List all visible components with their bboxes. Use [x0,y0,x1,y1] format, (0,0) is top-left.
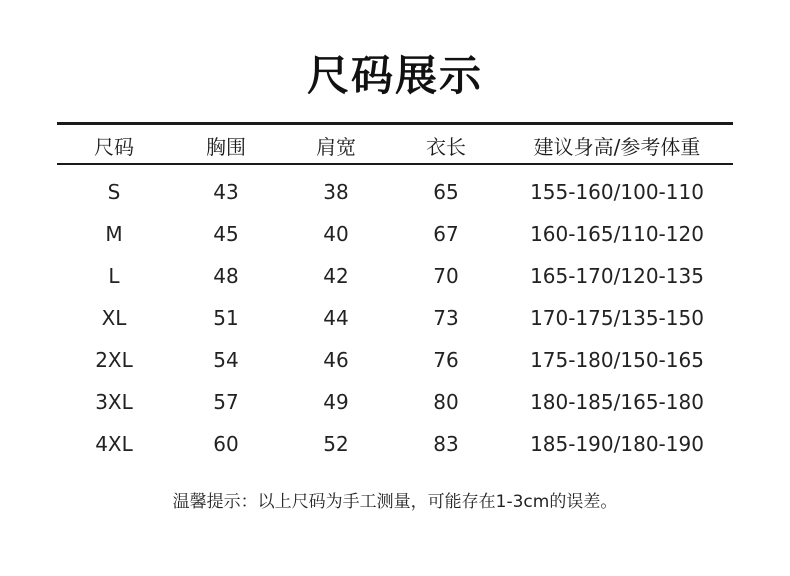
header-length: 衣长 [426,135,466,159]
table-row [57,255,733,297]
page-title: 尺码展示 [306,51,483,100]
chest-cell: 60 [213,432,239,456]
header-size: 尺码 [94,135,134,159]
table-row [57,381,733,423]
table-row [57,339,733,381]
height-weight-cell: 160-165/110-120 [530,222,704,246]
size-cell: XL [101,306,127,330]
height-weight-cell: 180-185/165-180 [530,390,704,414]
length-cell: 67 [433,222,459,246]
chest-cell: 48 [213,264,239,288]
table-row [57,213,733,255]
shoulder-cell: 44 [323,306,349,330]
shoulder-cell: 49 [323,390,349,414]
shoulder-cell: 42 [323,264,349,288]
size-cell: L [108,264,120,288]
size-cell: 4XL [95,432,133,456]
measurement-note: 温馨提示：以上尺码为手工测量，可能存在1-3cm的误差。 [172,492,618,512]
chest-cell: 45 [213,222,239,246]
height-weight-cell: 175-180/150-165 [530,348,704,372]
table-row [57,423,733,465]
size-cell: M [105,222,123,246]
chest-cell: 51 [213,306,239,330]
header-height-weight: 建议身高/参考体重 [533,135,701,159]
length-cell: 80 [433,390,459,414]
shoulder-cell: 40 [323,222,349,246]
chest-cell: 43 [213,180,239,204]
header-shoulder: 肩宽 [316,135,356,159]
length-cell: 70 [433,264,459,288]
table-row [57,171,733,213]
header-chest: 胸围 [206,135,246,159]
table-header-row [57,126,733,168]
size-cell: 2XL [95,348,133,372]
table-row [57,297,733,339]
length-cell: 73 [433,306,459,330]
height-weight-cell: 155-160/100-110 [530,180,704,204]
table-top-rule [57,122,733,125]
height-weight-cell: 165-170/120-135 [530,264,704,288]
length-cell: 76 [433,348,459,372]
shoulder-cell: 52 [323,432,349,456]
shoulder-cell: 46 [323,348,349,372]
chest-cell: 54 [213,348,239,372]
table-header-rule [57,163,733,165]
length-cell: 65 [433,180,459,204]
size-cell: S [107,180,121,204]
size-cell: 3XL [95,390,133,414]
length-cell: 83 [433,432,459,456]
shoulder-cell: 38 [323,180,349,204]
height-weight-cell: 185-190/180-190 [530,432,704,456]
chest-cell: 57 [213,390,239,414]
height-weight-cell: 170-175/135-150 [530,306,704,330]
